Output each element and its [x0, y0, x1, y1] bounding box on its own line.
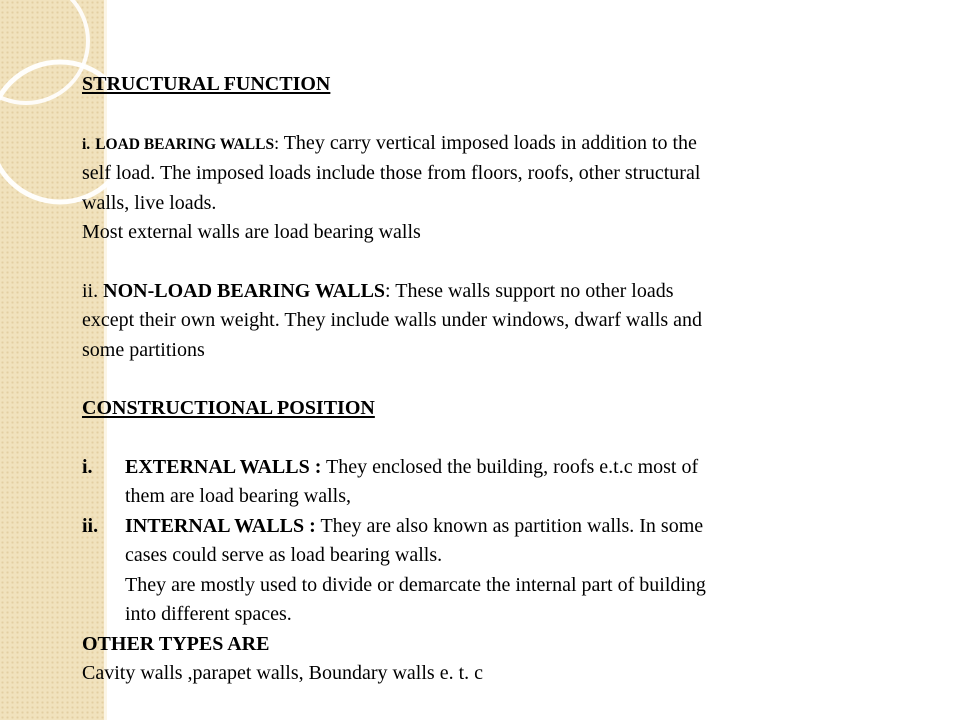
load-bearing-term: LOAD BEARING WALLS: [95, 135, 275, 153]
structural-function-heading: STRUCTURAL FUNCTION: [82, 73, 331, 95]
load-bearing-number: i.: [82, 135, 91, 153]
spacer: [82, 365, 882, 394]
load-bearing-walls-line-1: [82, 129, 882, 160]
internal-walls-line-4: into different spaces.: [125, 603, 292, 625]
external-walls-line-2: them are load bearing walls,: [125, 485, 352, 507]
non-load-bearing-walls-line-1: [82, 277, 882, 307]
load-bearing-walls-line-3: walls, live loads.: [82, 191, 217, 214]
other-types-heading: OTHER TYPES ARE: [82, 632, 270, 655]
load-bearing-walls-line-2: self load. The imposed loads include those from floors, roofs, other structural: [82, 162, 701, 184]
internal-walls-text: They are also known as partition walls. In some: [320, 514, 704, 537]
external-walls-item: [82, 453, 882, 483]
external-walls-line-1: [125, 453, 698, 483]
non-load-bearing-walls-line-3: some partitions: [82, 338, 205, 361]
internal-walls-line-3: They are mostly used to divide or demarcate the internal part of building: [125, 573, 706, 596]
internal-walls-line-2: cases could serve as load bearing walls.: [125, 544, 443, 566]
spacer: [82, 248, 882, 277]
other-types-text: Cavity walls ,parapet walls, Boundary walls e. t. c: [82, 662, 484, 684]
non-load-bearing-term: NON-LOAD BEARING WALLS: [103, 279, 386, 302]
non-load-bearing-number: ii.: [82, 279, 99, 302]
internal-walls-item: [82, 512, 882, 542]
external-walls-text: They enclosed the building, roofs e.t.c most of: [326, 455, 699, 478]
internal-walls-term: INTERNAL WALLS :: [125, 514, 316, 537]
internal-walls-line-1: [125, 512, 703, 542]
non-load-bearing-text: : These walls support no other loads: [385, 279, 674, 302]
external-walls-number: i.: [82, 455, 93, 478]
spacer: [82, 100, 882, 129]
spacer: [82, 424, 882, 453]
slide-body: [82, 70, 882, 689]
decorative-ring-small: [0, 0, 88, 103]
constructional-position-heading: CONSTRUCTIONAL POSITION: [82, 397, 375, 419]
internal-walls-number: ii.: [82, 514, 99, 537]
load-bearing-colon: :: [274, 132, 280, 153]
external-walls-term: EXTERNAL WALLS :: [125, 455, 322, 478]
load-bearing-walls-line-4: Most external walls are load bearing walls: [82, 221, 421, 243]
load-bearing-text: They carry vertical imposed loads in addition to the: [283, 131, 697, 154]
non-load-bearing-walls-line-2: except their own weight. They include walls under windows, dwarf walls and: [82, 309, 703, 331]
